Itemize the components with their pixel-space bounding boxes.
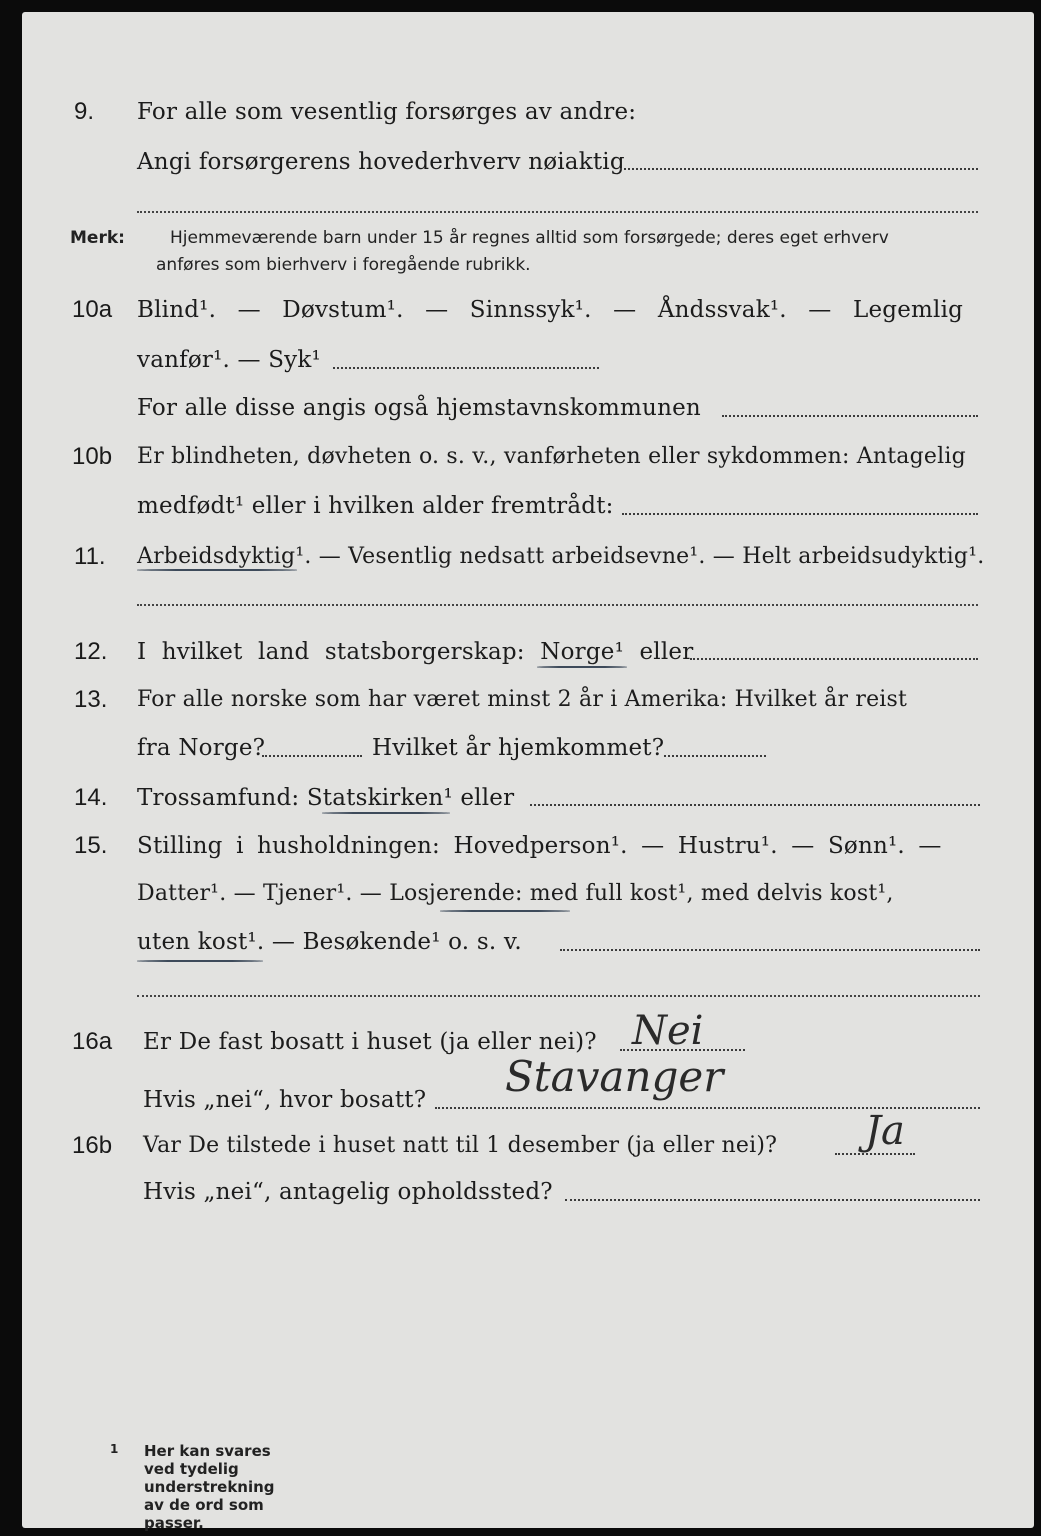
question-text: Er blindheten, døvheten o. s. v., vanførheten eller sykdommen: Antagelig (137, 444, 966, 469)
question-11 (0, 537, 1041, 577)
question-text: Hvis „nei“, hvor bosatt? (143, 1087, 427, 1113)
note-text: Hjemmeværende barn under 15 år regnes alltid som forsørgede; deres eget erhverv (170, 228, 889, 248)
question-text: For alle disse angis også hjemstavnskommunen (137, 395, 701, 421)
question-14 (0, 778, 1041, 818)
question-text: uten kost¹. — Besøkende¹ o. s. v. (137, 929, 522, 955)
answer-line (137, 604, 978, 606)
question-number: 10a (72, 296, 113, 323)
answer-line (690, 658, 978, 660)
answer-line (262, 755, 362, 757)
answer-line (560, 949, 980, 951)
answer-line (620, 168, 978, 170)
question-text: Datter¹. — Tjener¹. — Losjerende: med full kost¹, med delvis kost¹, (137, 881, 894, 906)
question-text: Blind¹. — Døvstum¹. — Sinnssyk¹. — Åndssvak¹. — Legemlig (137, 297, 964, 323)
question-number: 14. (74, 784, 108, 811)
question-text: I hvilket land statsborgerskap: Norge¹ eller (137, 639, 694, 665)
footnote-mark: 1 (110, 1442, 119, 1456)
note-text: anføres som bierhverv i foregående rubrikk. (156, 255, 531, 275)
question-text: For alle som vesentlig forsørges av andre: (137, 99, 637, 125)
question-text: vanfør¹. — Syk¹ (137, 347, 321, 373)
question-number: 9. (74, 98, 95, 125)
question-number: 15. (74, 832, 108, 859)
question-text: Hvis „nei“, antagelig opholdssted? (143, 1179, 553, 1205)
question-text: Hvilket år hjemkommet? (372, 735, 665, 761)
question-15-line-3 (0, 922, 1041, 962)
question-10a-line-2 (0, 340, 1041, 380)
answer-line (137, 211, 978, 213)
question-16b-line-2 (0, 1172, 1041, 1212)
footnote-text: Her kan svares ved tydelig understrekning av de ord som passer. (144, 1442, 275, 1532)
question-number: 10b (72, 443, 113, 470)
handwritten-underline (537, 666, 627, 668)
question-15-line-2 (0, 874, 1041, 914)
question-12 (0, 632, 1041, 672)
question-text: Er De fast bosatt i huset (ja eller nei)? (143, 1029, 597, 1055)
answer-line (137, 995, 980, 997)
question-13 (0, 680, 1041, 720)
handwritten-underline (137, 569, 297, 571)
answer-line (722, 415, 978, 417)
question-10a-line-3 (0, 388, 1041, 428)
handwritten-underline (440, 910, 570, 912)
footnote (110, 1442, 275, 1532)
answer-line (565, 1199, 980, 1201)
question-9-line-2 (0, 142, 1041, 182)
answer-line (664, 755, 766, 757)
note-label: Merk: (70, 228, 125, 248)
question-number: 16a (72, 1028, 113, 1055)
question-text: Arbeidsdyktig¹. — Vesentlig nedsatt arbeidsevne¹. — Helt arbeidsudyktig¹. (137, 544, 985, 569)
handwritten-underline (322, 812, 450, 814)
question-text: fra Norge? (137, 735, 266, 761)
answer-line (622, 513, 978, 515)
handwritten-answer: Stavanger (505, 1052, 724, 1101)
question-10a (0, 290, 1041, 330)
question-text: Angi forsørgerens hovederhverv nøiaktig (137, 149, 625, 175)
question-text: Stilling i husholdningen: Hovedperson¹. — Hustru¹. — Sønn¹. — (137, 833, 942, 859)
handwritten-underline (137, 960, 263, 962)
question-text: Trossamfund: Statskirken¹ eller (137, 785, 515, 811)
question-text: medfødt¹ eller i hvilken alder fremtrådt: (137, 493, 614, 519)
question-number: 16b (72, 1132, 113, 1159)
question-text: For alle norske som har været minst 2 år i Amerika: Hvilket år reist (137, 687, 908, 712)
question-number: 12. (74, 638, 108, 665)
question-9 (0, 92, 1041, 132)
question-number: 13. (74, 686, 108, 713)
question-15 (0, 826, 1041, 866)
question-10b (0, 437, 1041, 477)
question-13-line-2 (0, 728, 1041, 768)
question-text: Var De tilstede i huset natt til 1 desember (ja eller nei)? (143, 1133, 778, 1158)
answer-line (333, 367, 599, 369)
question-10b-line-2 (0, 486, 1041, 526)
answer-line (530, 804, 980, 806)
handwritten-answer: Ja (865, 1108, 905, 1154)
handwritten-answer: Nei (632, 1008, 704, 1054)
question-number: 11. (74, 543, 106, 570)
